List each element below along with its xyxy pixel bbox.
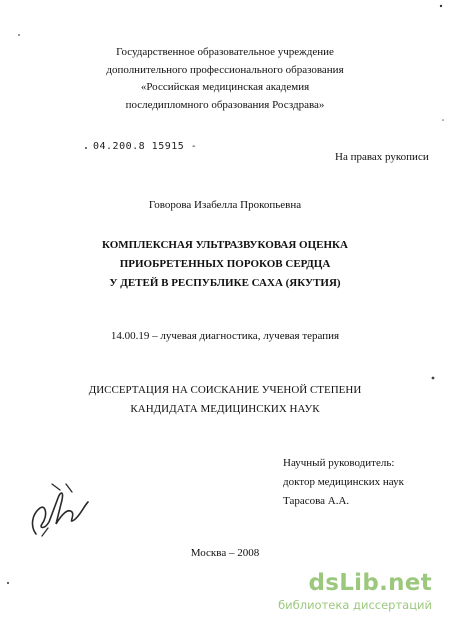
institution-line-2: дополнительного профессионального образования	[106, 63, 344, 76]
watermark-logo[interactable]: dsLib.net	[308, 570, 432, 596]
degree-line-2: КАНДИДАТА МЕДИЦИНСКИХ НАУК	[130, 403, 320, 415]
watermark-subtitle: библиотека диссертаций	[278, 598, 432, 612]
author-name: Говорова Изабелла Прокопьевна	[148, 199, 302, 211]
degree-line-1: ДИССЕРТАЦИЯ НА СОИСКАНИЕ УЧЕНОЙ СТЕПЕНИ	[88, 384, 362, 396]
specialty-block	[0, 328, 450, 346]
institution-line-3: «Российская медицинская академия	[140, 81, 310, 93]
author-block	[0, 197, 450, 215]
title-line-3: У ДЕТЕЙ В РЕСПУБЛИКЕ САХА (ЯКУТИЯ)	[109, 277, 341, 289]
rights-notice: На правах рукописи	[335, 151, 429, 163]
watermark	[268, 568, 440, 618]
institution-line-4: последипломного образования Росздрава»	[125, 98, 325, 111]
advisor-block	[283, 454, 404, 511]
specialty-code: 14.00.19 – лучевая диагностика, лучевая терапия	[110, 330, 340, 342]
advisor-degree: доктор медицинских наук	[283, 476, 404, 488]
institution-line-1: Государственное образовательное учреждение	[116, 46, 334, 58]
title-line-2: ПРИОБРЕТЕННЫХ ПОРОКОВ СЕРДЦА	[119, 258, 331, 270]
dissertation-title	[0, 236, 450, 293]
title-line-1: КОМПЛЕКСНАЯ УЛЬТРАЗВУКОВАЯ ОЦЕНКА	[102, 239, 348, 251]
city-year: Москва – 2008	[190, 547, 260, 559]
city-year-block	[0, 545, 450, 563]
handwritten-signature-icon	[22, 478, 102, 540]
library-stamp-number: 04.200.8 15915 -	[93, 141, 198, 152]
degree-block	[0, 381, 450, 419]
advisor-name: Тарасова А.А.	[283, 495, 350, 507]
advisor-label: Научный руководитель:	[283, 457, 395, 469]
institution-header	[0, 44, 450, 114]
